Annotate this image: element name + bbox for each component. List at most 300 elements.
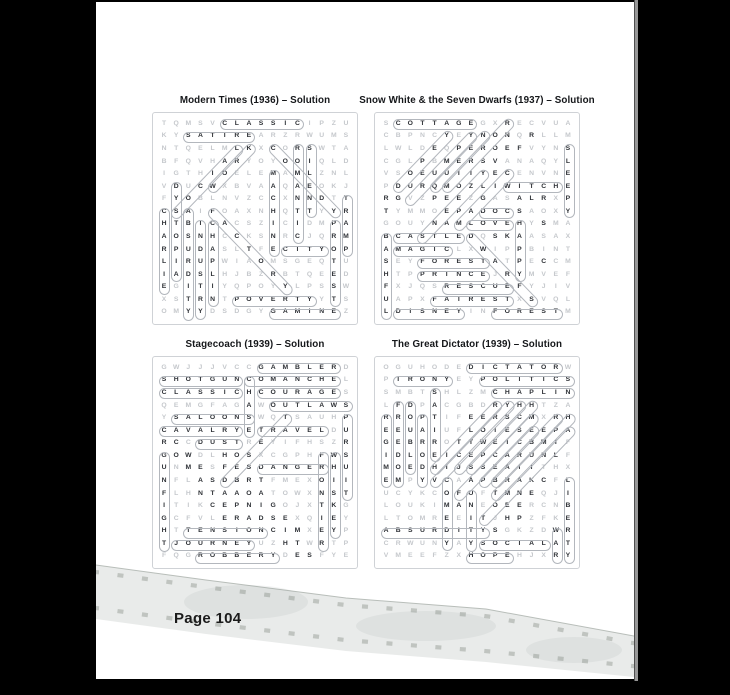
grid-cell: S — [198, 270, 203, 278]
grid-cell: L — [408, 145, 413, 152]
grid-cell: R — [282, 232, 288, 240]
grid-cell: Y — [408, 258, 413, 266]
grid-cell: C — [173, 439, 179, 447]
grid-cell: Y — [246, 539, 252, 547]
grid-cell: F — [295, 439, 300, 447]
grid-cell: I — [211, 283, 214, 291]
grid-cell: Z — [343, 308, 349, 316]
grid-cell: I — [554, 389, 557, 396]
grid-cell: X — [395, 283, 401, 291]
grid-cell: N — [294, 195, 300, 203]
grid-cell: I — [187, 283, 190, 291]
word-search-grid — [152, 356, 358, 569]
grid-cell: T — [420, 119, 425, 127]
grid-cell: C — [383, 132, 389, 140]
grid-cell: H — [210, 157, 216, 165]
grid-cell: G — [480, 195, 486, 203]
grid-cell: U — [210, 439, 216, 447]
grid-cell: S — [492, 527, 498, 535]
grid-cell: X — [553, 207, 559, 215]
grid-cell: C — [516, 439, 522, 447]
grid-cell: U — [319, 132, 325, 140]
grid-cell: O — [222, 207, 228, 215]
grid-cell: Y — [173, 195, 179, 203]
grid-cell: N — [553, 145, 559, 152]
grid-cell: E — [480, 414, 486, 422]
grid-cell: H — [553, 464, 559, 472]
grid-cell: I — [235, 258, 238, 266]
grid-cell: Y — [565, 552, 571, 560]
grid-cell: U — [319, 414, 325, 422]
grid-cell: E — [565, 182, 571, 190]
grid-cell: M — [395, 476, 402, 484]
grid-cell: T — [295, 401, 300, 409]
grid-cell: Y — [468, 376, 474, 384]
grid-cell: P — [331, 220, 337, 228]
grid-cell: S — [186, 232, 191, 240]
grid-cell: W — [172, 363, 180, 371]
grid-cell: A — [319, 401, 325, 409]
grid-cell: T — [258, 426, 264, 434]
grid-cell: R — [419, 439, 425, 447]
grid-cell: A — [432, 401, 438, 409]
grid-cell: T — [295, 539, 300, 547]
grid-cell: T — [186, 295, 191, 303]
grid-cell: A — [468, 207, 474, 215]
grid-cell: O — [492, 539, 498, 547]
grid-cell: C — [541, 258, 547, 266]
grid-cell: M — [565, 132, 571, 140]
grid-cell: E — [319, 270, 324, 278]
grid-cell: M — [395, 245, 402, 253]
grid-cell: Y — [480, 527, 486, 535]
grid-cell: O — [282, 145, 288, 152]
grid-cell: S — [222, 308, 227, 316]
grid-cell: T — [258, 476, 264, 484]
grid-cell: P — [553, 426, 559, 434]
grid-cell: O — [444, 489, 450, 497]
grid-cell: N — [161, 145, 167, 152]
grid-cell: R — [553, 363, 559, 371]
grid-cell: P — [383, 182, 389, 190]
grid-cell: B — [529, 245, 535, 253]
grid-cell: S — [210, 389, 215, 396]
grid-cell: O — [407, 170, 413, 178]
grid-cell: O — [431, 207, 438, 215]
grid-cell: G — [383, 439, 389, 447]
grid-cell: A — [529, 232, 535, 240]
grid-cell: P — [480, 376, 486, 384]
grid-cell: A — [258, 182, 264, 190]
grid-cell: U — [468, 489, 474, 497]
grid-cell: K — [504, 232, 510, 240]
grid-cell: A — [516, 389, 522, 396]
grid-cell: G — [294, 464, 301, 472]
grid-cell: V — [492, 220, 498, 228]
grid-cell: X — [492, 119, 498, 127]
grid-cell: F — [161, 489, 167, 497]
grid-cell: S — [468, 258, 474, 266]
grid-cell: A — [516, 363, 522, 371]
grid-cell: Y — [283, 283, 288, 291]
puzzle-title: Modern Times (1936) – Solution — [179, 95, 331, 106]
grid-cell: Y — [198, 308, 203, 316]
grid-cell: O — [161, 308, 167, 316]
grid-cell: P — [420, 414, 425, 422]
grid-cell: T — [343, 195, 349, 203]
grid-cell: S — [395, 170, 401, 178]
grid-cell: C — [444, 476, 450, 484]
grid-cell: D — [407, 401, 413, 409]
grid-cell: Q — [444, 145, 450, 152]
grid-cell: E — [529, 426, 534, 434]
grid-cell: F — [565, 451, 571, 459]
grid-cell: H — [383, 270, 389, 278]
grid-cell: N — [210, 527, 216, 535]
grid-cell: P — [319, 119, 324, 127]
grid-cell: I — [272, 220, 275, 228]
grid-cell: C — [541, 476, 547, 484]
grid-cell: E — [395, 426, 401, 434]
grid-cell: R — [492, 414, 498, 422]
grid-cell: S — [420, 308, 425, 316]
grid-cell: E — [198, 145, 203, 152]
grid-cell: V — [198, 514, 203, 522]
grid-cell: W — [330, 451, 338, 459]
grid-cell: E — [307, 464, 312, 472]
grid-cell: T — [529, 363, 534, 371]
grid-cell: E — [480, 270, 486, 278]
grid-cell: Q — [516, 132, 523, 140]
grid-cell: Y — [529, 220, 534, 228]
grid-cell: F — [383, 283, 389, 291]
grid-cell: B — [222, 552, 228, 560]
grid-cell: Q — [553, 295, 559, 303]
grid-cell: T — [493, 489, 498, 497]
grid-cell: L — [174, 489, 179, 497]
grid-cell: Y — [456, 308, 462, 316]
grid-cell: E — [505, 552, 510, 560]
grid-cell: A — [185, 207, 191, 215]
grid-cell: O — [270, 401, 276, 409]
grid-cell: A — [407, 232, 413, 240]
grid-cell: B — [246, 270, 252, 278]
grid-cell: J — [210, 363, 215, 371]
grid-cell: S — [343, 451, 349, 459]
grid-cell: H — [432, 464, 438, 472]
grid-cell: N — [222, 195, 228, 203]
grid-cell: P — [565, 195, 571, 203]
grid-cell: N — [246, 502, 252, 510]
grid-cell: E — [529, 308, 534, 316]
grid-cell: N — [432, 376, 438, 384]
grid-cell: B — [234, 552, 240, 560]
grid-cell: I — [296, 245, 299, 253]
grid-cell: J — [493, 270, 498, 278]
grid-cell: T — [505, 363, 510, 371]
grid-cell: F — [480, 489, 486, 497]
grid-cell: T — [468, 527, 474, 535]
grid-cell: V — [383, 552, 389, 560]
grid-cell: E — [161, 283, 167, 291]
grid-cell: E — [444, 195, 449, 203]
grid-cell: U — [197, 258, 203, 266]
grid-cell: P — [343, 245, 349, 253]
grid-cell: M — [330, 132, 337, 140]
grid-cell: L — [529, 195, 534, 203]
grid-cell: P — [210, 258, 215, 266]
grid-cell: T — [210, 489, 215, 497]
grid-cell: W — [504, 182, 511, 190]
grid-cell: Q — [161, 401, 167, 409]
grid-cell: X — [295, 514, 300, 522]
grid-cell: G — [504, 527, 510, 535]
grid-cell: A — [307, 389, 313, 396]
grid-cell: I — [494, 245, 497, 253]
grid-cell: C — [234, 232, 240, 240]
grid-cell: F — [517, 145, 522, 152]
grid-cell: G — [209, 376, 216, 384]
grid-cell: T — [553, 308, 558, 316]
grid-cell: R — [331, 232, 337, 240]
grid-cell: E — [234, 464, 240, 472]
page-edge-highlight — [635, 0, 638, 681]
grid-cell: G — [246, 308, 252, 316]
grid-cell: P — [456, 207, 462, 215]
grid-cell: C — [307, 376, 313, 384]
grid-cell: B — [407, 389, 413, 396]
grid-cell: Z — [271, 539, 276, 547]
grid-cell: R — [185, 258, 191, 266]
grid-cell: D — [395, 182, 401, 190]
grid-cell: R — [480, 145, 486, 152]
grid-cell: V — [432, 476, 437, 484]
grid-cell: C — [395, 119, 401, 127]
grid-cell: S — [270, 119, 276, 127]
grid-cell: E — [456, 157, 462, 165]
grid-cell: H — [222, 270, 228, 278]
grid-cell: O — [258, 283, 264, 291]
grid-cell: E — [517, 502, 522, 510]
grid-cell: Z — [529, 514, 534, 522]
grid-cell: R — [234, 132, 240, 140]
grid-cell: C — [258, 389, 264, 396]
grid-cell: T — [307, 207, 312, 215]
word-search-grid — [374, 356, 580, 569]
grid-cell: A — [492, 258, 498, 266]
grid-cell: Y — [319, 295, 324, 303]
grid-cell: K — [553, 514, 559, 522]
word-search-grid — [152, 112, 358, 325]
grid-cell: M — [282, 476, 289, 484]
grid-cell: O — [383, 363, 389, 371]
grid-cell: V — [246, 182, 252, 190]
grid-cell: S — [246, 464, 252, 472]
grid-cell: E — [295, 552, 300, 560]
grid-cell: X — [307, 502, 312, 510]
grid-cell: E — [331, 308, 337, 316]
grid-cell: L — [331, 157, 336, 165]
grid-cell: I — [397, 376, 400, 384]
grid-cell: E — [222, 514, 227, 522]
grid-cell: P — [408, 270, 413, 278]
grid-cell: N — [197, 489, 203, 497]
grid-cell: J — [553, 489, 558, 497]
grid-cell: L — [210, 426, 215, 434]
grid-cell: O — [209, 552, 216, 560]
grid-cell: A — [444, 119, 450, 127]
grid-cell: S — [343, 132, 349, 140]
grid-cell: P — [420, 401, 425, 409]
grid-cell: I — [296, 220, 299, 228]
grid-cell: P — [529, 389, 534, 396]
grid-cell: P — [246, 283, 252, 291]
grid-cell: I — [518, 464, 521, 472]
grid-cell: Q — [185, 157, 191, 165]
grid-cell: S — [222, 527, 227, 535]
grid-cell: K — [529, 476, 535, 484]
grid-cell: M — [270, 376, 277, 384]
grid-cell: R — [504, 270, 510, 278]
grid-cell: T — [505, 258, 510, 266]
grid-cell: B — [234, 476, 240, 484]
grid-cell: B — [294, 363, 300, 371]
grid-cell: U — [407, 502, 413, 510]
grid-cell: E — [456, 195, 462, 203]
grid-cell: R — [565, 527, 571, 535]
grid-cell: H — [222, 451, 228, 459]
grid-cell: V — [258, 295, 264, 303]
grid-cell: R — [246, 439, 252, 447]
grid-cell: V — [295, 426, 300, 434]
grid-cell: G — [395, 195, 401, 203]
grid-cell: A — [210, 245, 216, 253]
grid-cell: R — [234, 157, 240, 165]
grid-cell: X — [456, 552, 462, 560]
grid-cell: E — [246, 132, 252, 140]
grid-cell: U — [419, 527, 425, 535]
grid-cell: R — [383, 195, 389, 203]
grid-cell: V — [492, 157, 498, 165]
grid-cell: T — [432, 414, 437, 422]
grid-cell: Y — [186, 308, 191, 316]
grid-cell: C — [541, 182, 547, 190]
grid-cell: E — [234, 170, 240, 178]
grid-cell: L — [198, 414, 203, 422]
grid-cell: U — [444, 170, 450, 178]
grid-cell: E — [198, 527, 203, 535]
grid-cell: F — [456, 414, 461, 422]
grid-cell: S — [383, 389, 389, 396]
grid-cell: Z — [258, 270, 264, 278]
grid-cell: K — [246, 145, 252, 152]
grid-cell: D — [343, 363, 349, 371]
grid-cell: N — [541, 451, 547, 459]
grid-cell: W — [407, 539, 414, 547]
grid-cell: T — [456, 439, 461, 447]
grid-cell: R — [529, 502, 535, 510]
grid-cell: H — [331, 464, 337, 472]
grid-cell: S — [198, 389, 203, 396]
grid-cell: E — [258, 439, 264, 447]
grid-cell: A — [504, 157, 510, 165]
grid-cell: U — [383, 489, 389, 497]
grid-cell: I — [199, 207, 202, 215]
grid-cell: L — [565, 157, 571, 165]
grid-cell: H — [331, 414, 337, 422]
grid-cell: X — [420, 295, 425, 303]
grid-cell: A — [419, 426, 425, 434]
grid-cell: R — [258, 552, 264, 560]
grid-cell: Y — [270, 157, 276, 165]
grid-cell: D — [444, 363, 450, 371]
grid-cell: E — [505, 426, 510, 434]
grid-cell: D — [419, 464, 425, 472]
grid-cell: C — [270, 451, 276, 459]
grid-cell: T — [295, 207, 300, 215]
grid-cell: C — [492, 389, 498, 396]
grid-cell: C — [444, 401, 450, 409]
grid-cell: A — [197, 132, 203, 140]
grid-cell: A — [270, 363, 276, 371]
puzzle-title: The Great Dictator (1939) – Solution — [391, 339, 563, 350]
grid-cell: I — [494, 182, 497, 190]
grid-cell: V — [186, 426, 191, 434]
grid-cell: T — [480, 514, 486, 522]
grid-cell: E — [505, 220, 510, 228]
grid-cell: E — [492, 439, 498, 447]
grid-cell: H — [210, 232, 216, 240]
grid-cell: Y — [420, 476, 425, 484]
grid-cell: A — [222, 157, 228, 165]
grid-cell: S — [492, 295, 498, 303]
grid-cell: Z — [468, 389, 474, 396]
grid-cell: S — [331, 489, 337, 497]
grid-cell: Z — [553, 401, 558, 409]
grid-cell: Q — [541, 157, 547, 165]
grid-cell: O — [185, 376, 191, 384]
grid-cell: L — [161, 258, 167, 266]
grid-cell: E — [468, 119, 474, 127]
grid-cell: L — [468, 220, 474, 228]
grid-cell: E — [270, 295, 276, 303]
grid-cell: E — [432, 451, 437, 459]
grid-cell: Y — [468, 132, 474, 140]
grid-cell: D — [258, 464, 264, 472]
grid-cell: E — [444, 308, 449, 316]
grid-cell: P — [307, 283, 312, 291]
grid-cell: D — [210, 308, 216, 316]
grid-cell: E — [331, 514, 337, 522]
grid-cell: Q — [306, 514, 313, 522]
grid-cell: A — [529, 157, 535, 165]
grid-cell: F — [210, 401, 215, 409]
grid-cell: D — [197, 451, 203, 459]
grid-cell: E — [517, 119, 522, 127]
grid-cell: W — [342, 283, 350, 291]
grid-cell: O — [541, 363, 547, 371]
grid-cell: A — [468, 476, 474, 484]
grid-cell: D — [468, 363, 474, 371]
grid-cell: W — [257, 401, 265, 409]
grid-cell: O — [258, 376, 264, 384]
grid-cell: U — [419, 539, 425, 547]
grid-cell: C — [468, 270, 474, 278]
grid-cell: R — [529, 132, 535, 140]
grid-cell: A — [185, 389, 191, 396]
grid-cell: E — [565, 170, 571, 178]
grid-cell: R — [432, 270, 438, 278]
